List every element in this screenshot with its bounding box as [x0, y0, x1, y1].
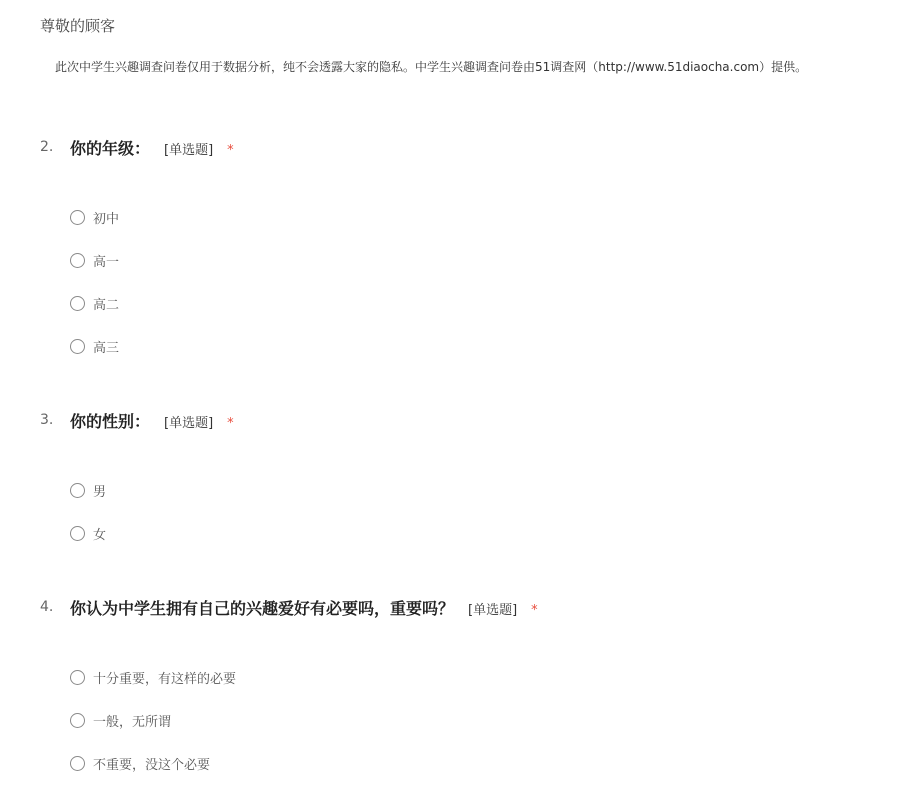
greeting-heading: 尊敬的顾客: [40, 17, 116, 35]
option-very-important[interactable]: [70, 667, 236, 687]
required-asterisk: *: [227, 416, 234, 431]
radio-button[interactable]: [70, 483, 85, 498]
question-type-label: [单选题]: [468, 603, 518, 618]
survey-intro-text: 此次中学生兴趣调查问卷仅用于数据分析，纯不会透露大家的隐私。中学生兴趣调查问卷由51调查网（http://www.51diaocha.com）提供。: [55, 60, 808, 74]
radio-button[interactable]: [70, 756, 85, 771]
option-grade-junior[interactable]: [70, 207, 119, 227]
option-grade-senior-1[interactable]: [70, 250, 119, 270]
question-gender: [40, 409, 880, 433]
question-hobby-importance: [40, 596, 880, 620]
gender-options: [70, 480, 106, 566]
question-title-text: 你的性别：: [70, 412, 151, 431]
option-neutral[interactable]: [70, 710, 236, 730]
option-grade-senior-3[interactable]: [70, 336, 119, 356]
question-title-text: 你的年级：: [70, 139, 151, 158]
question-title: [70, 136, 234, 159]
option-label[interactable]: 高一: [93, 254, 120, 270]
option-label[interactable]: 初中: [93, 211, 120, 227]
radio-button[interactable]: [70, 253, 85, 268]
option-label[interactable]: 一般，无所谓: [93, 714, 172, 730]
question-header: [40, 409, 880, 433]
question-type-label: [单选题]: [164, 143, 214, 158]
radio-button[interactable]: [70, 713, 85, 728]
question-number: 3.: [40, 412, 54, 428]
question-title: [70, 596, 538, 619]
option-label[interactable]: 不重要，没这个必要: [93, 757, 211, 773]
radio-button[interactable]: [70, 526, 85, 541]
option-grade-senior-2[interactable]: [70, 293, 119, 313]
radio-button[interactable]: [70, 210, 85, 225]
option-not-important[interactable]: [70, 753, 236, 773]
option-label[interactable]: 男: [93, 484, 107, 500]
required-asterisk: *: [531, 603, 538, 618]
question-title-text: 你认为中学生拥有自己的兴趣爱好有必要吗，重要吗？: [70, 599, 455, 618]
question-type-label: [单选题]: [164, 416, 214, 431]
question-title: [70, 409, 234, 432]
grade-options: [70, 207, 119, 379]
importance-options: [70, 667, 236, 796]
radio-button[interactable]: [70, 296, 85, 311]
question-grade: [40, 136, 880, 160]
option-label[interactable]: 女: [93, 527, 107, 543]
option-label[interactable]: 高二: [93, 297, 120, 313]
option-label[interactable]: 十分重要，有这样的必要: [93, 671, 237, 687]
question-header: [40, 596, 880, 620]
radio-button[interactable]: [70, 670, 85, 685]
question-number: 4.: [40, 599, 54, 615]
required-asterisk: *: [227, 143, 234, 158]
radio-button[interactable]: [70, 339, 85, 354]
option-label[interactable]: 高三: [93, 340, 120, 356]
question-number: 2.: [40, 139, 54, 155]
option-gender-male[interactable]: [70, 480, 106, 500]
question-header: [40, 136, 880, 160]
option-gender-female[interactable]: [70, 523, 106, 543]
